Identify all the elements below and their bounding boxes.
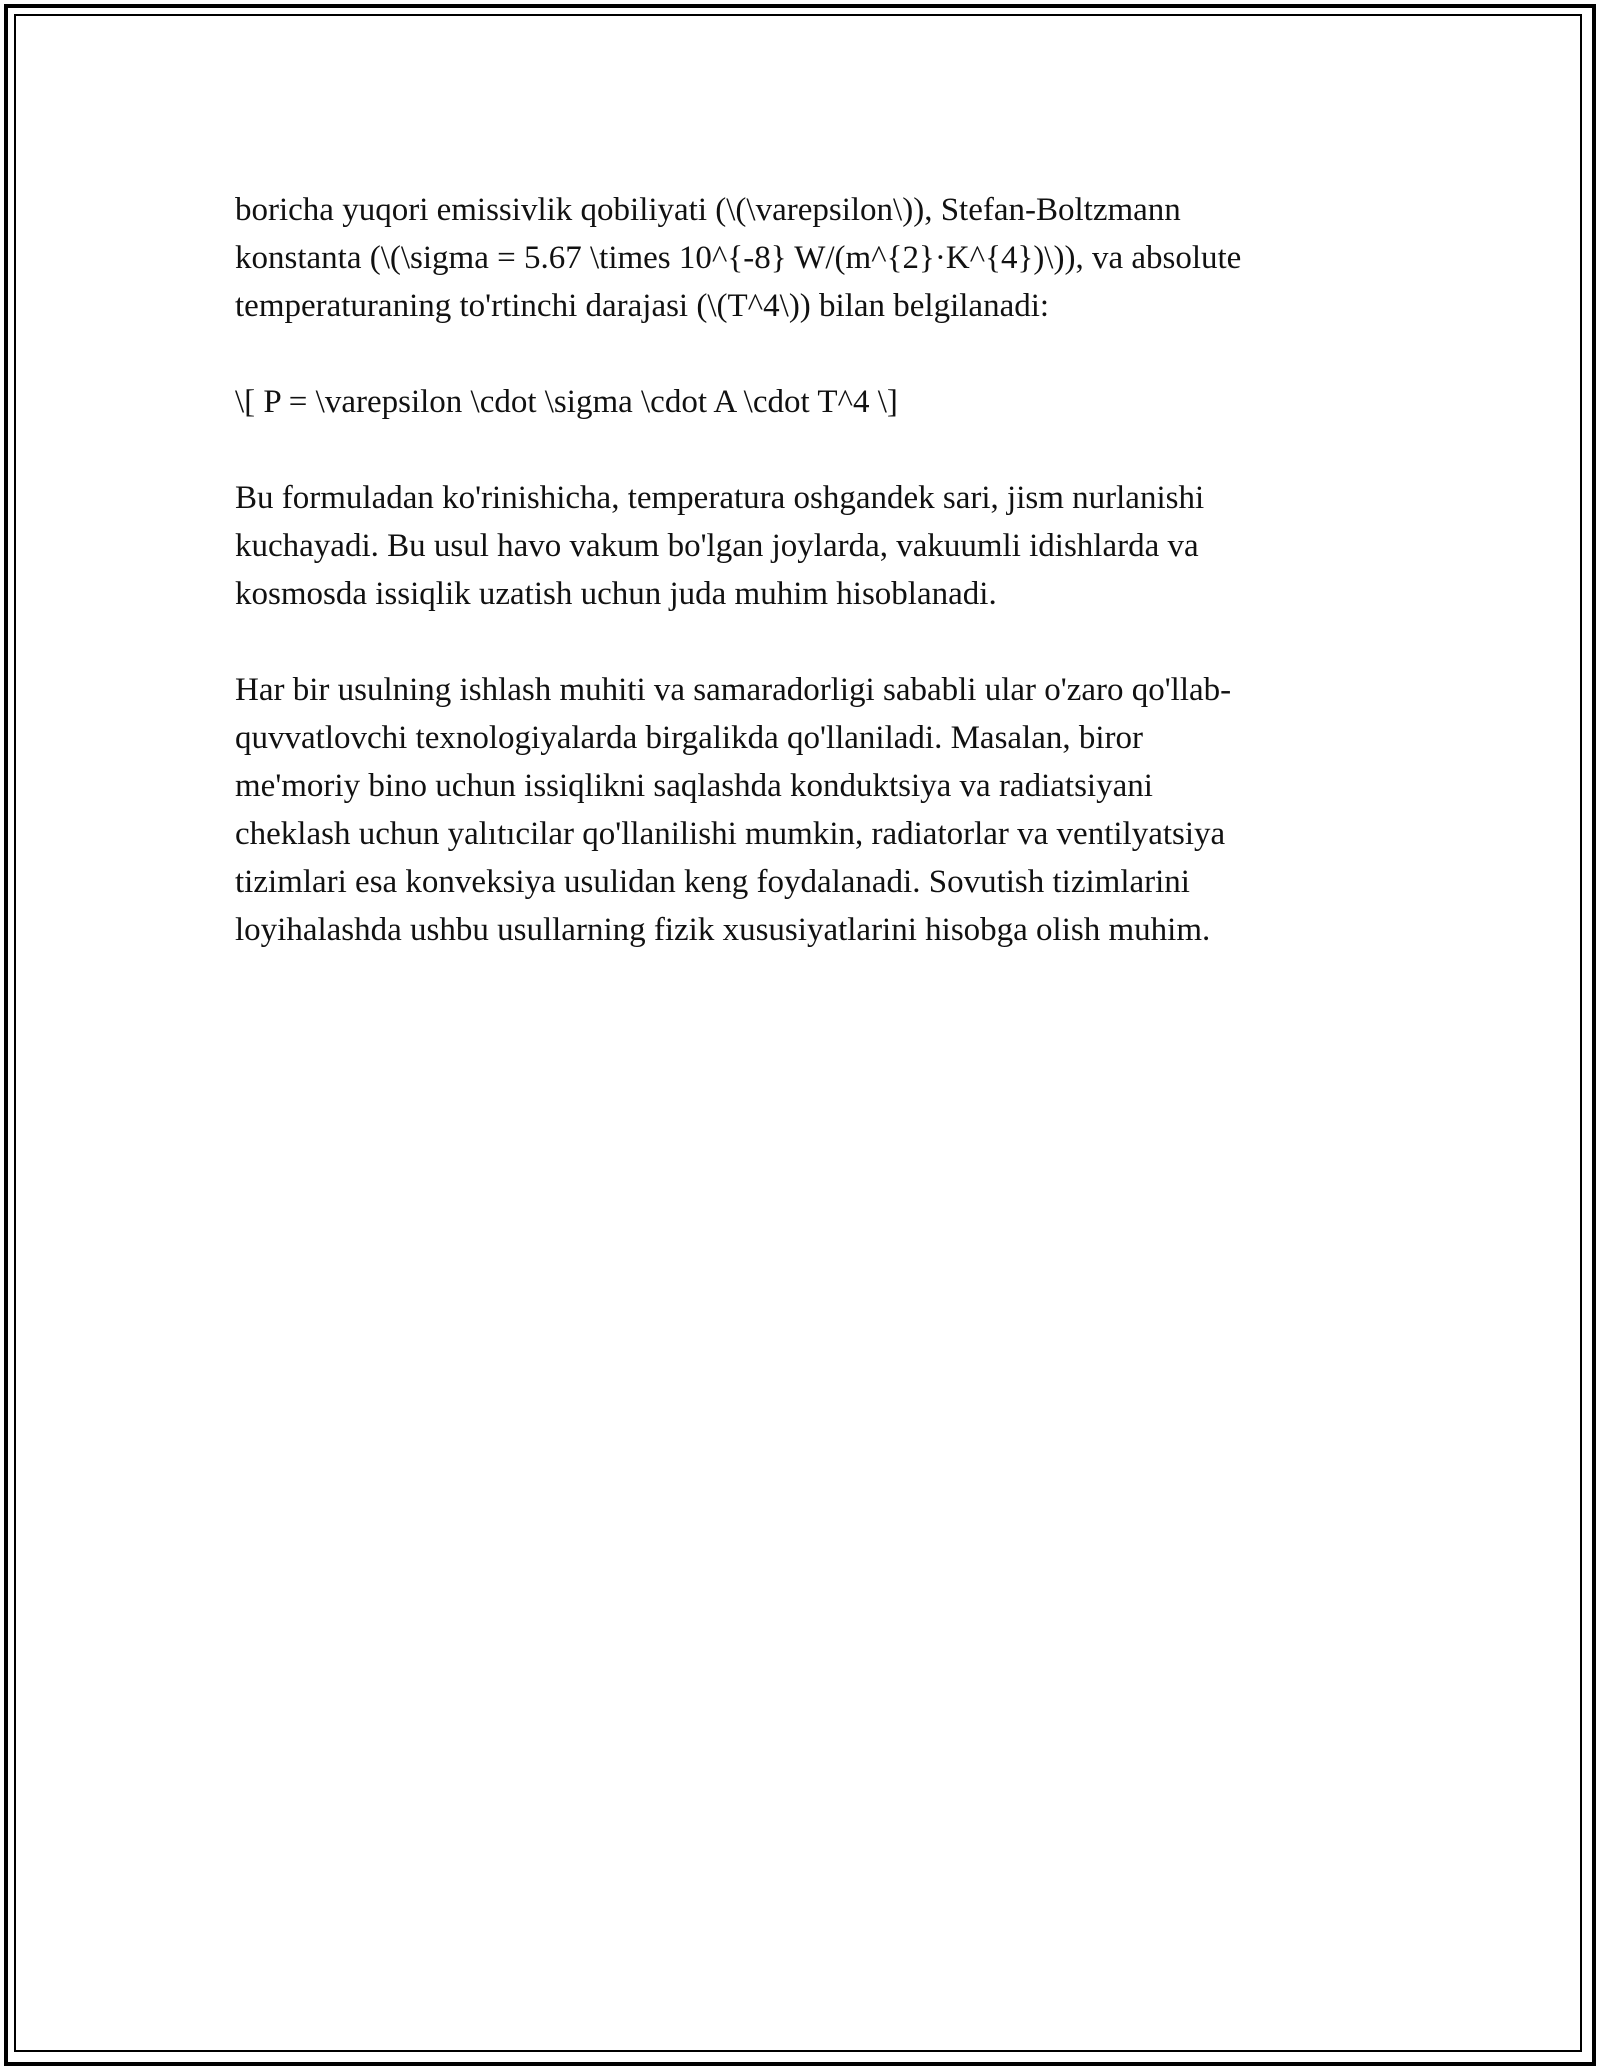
text-line: kosmosda issiqlik uzatish uchun juda muhim hisoblanadi. <box>235 576 997 612</box>
paragraph-formula <box>235 378 1365 426</box>
text-line: tizimlari esa konveksiya usulidan keng foydalanadi. Sovutish tizimlarini <box>235 864 1190 900</box>
paragraph-radiation-intro <box>235 186 1365 330</box>
text-line: Bu formuladan ko'rinishicha, temperatura oshgandek sari, jism nurlanishi <box>235 480 1205 516</box>
text-line: boricha yuqori emissivlik qobiliyati (\(\varepsilon\)), Stefan-Boltzmann <box>235 192 1181 228</box>
text-line: me'moriy bino uchun issiqlikni saqlashda konduktsiya va radiatsiyani <box>235 768 1153 804</box>
paragraph-formula-explanation <box>235 474 1365 618</box>
text-line: Har bir usulning ishlash muhiti va samaradorligi sababli ular o'zaro qo'llab- <box>235 672 1232 708</box>
document-body <box>235 186 1365 1002</box>
text-line: quvvatlovchi texnologiyalarda birgalikda qo'llaniladi. Masalan, biror <box>235 720 1144 756</box>
formula-line: \[ P = \varepsilon \cdot \sigma \cdot A \cdot T^4 \] <box>235 384 898 420</box>
paragraph-applications <box>235 666 1365 954</box>
text-line: cheklash uchun yalıtıcilar qo'llanilishi mumkin, radiatorlar va ventilyatsiya <box>235 816 1226 852</box>
text-line: temperaturaning to'rtinchi darajasi (\(T^4\)) bilan belgilanadi: <box>235 288 1050 324</box>
text-line: loyihalashda ushbu usullarning fizik xususiyatlarini hisobga olish muhim. <box>235 912 1211 948</box>
text-line: konstanta (\(\sigma = 5.67 \times 10^{-8} W/(m^{2}·K^{4})\)), va absolute <box>235 240 1242 276</box>
text-line: kuchayadi. Bu usul havo vakum bo'lgan joylarda, vakuumli idishlarda va <box>235 528 1199 564</box>
